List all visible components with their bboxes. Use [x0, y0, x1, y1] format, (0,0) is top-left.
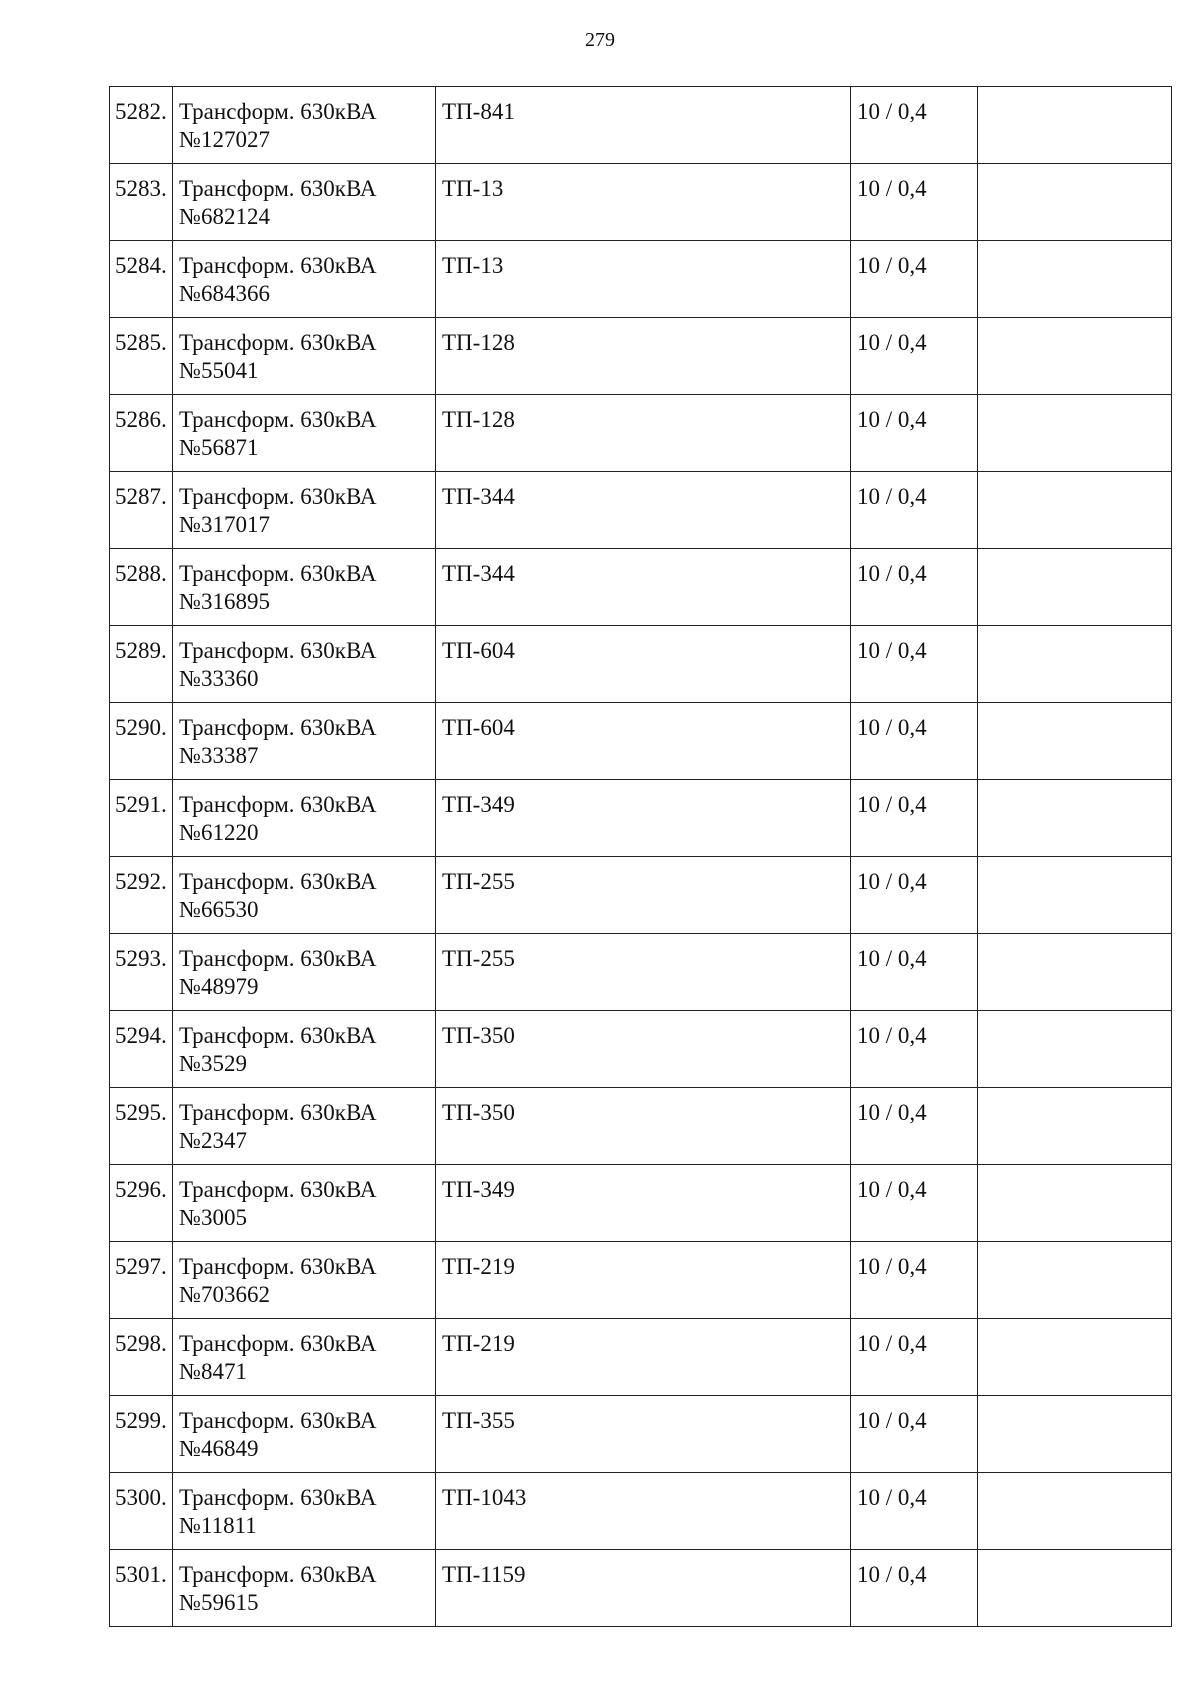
table-row [110, 1088, 1172, 1165]
equipment-name: Трансформ. 630кВА [179, 1331, 377, 1356]
substation-cell: ТП-219 [436, 1319, 851, 1396]
table-row [110, 87, 1172, 164]
serial-number: №703662 [179, 1282, 270, 1307]
substation-cell: ТП-344 [436, 549, 851, 626]
table-row [110, 549, 1172, 626]
equipment-name-cell [173, 472, 436, 549]
equipment-name: Трансформ. 630кВА [179, 1485, 377, 1510]
voltage-cell: 10 / 0,4 [851, 1319, 978, 1396]
serial-number: №33360 [179, 666, 259, 691]
serial-number: №127027 [179, 127, 270, 152]
equipment-name-cell [173, 934, 436, 1011]
equipment-name-cell [173, 703, 436, 780]
equipment-name: Трансформ. 630кВА [179, 1562, 377, 1587]
serial-number: №684366 [179, 281, 270, 306]
substation-cell: ТП-604 [436, 703, 851, 780]
empty-cell [978, 626, 1172, 703]
substation-cell: ТП-1043 [436, 1473, 851, 1550]
equipment-name: Трансформ. 630кВА [179, 1408, 377, 1433]
equipment-name: Трансформ. 630кВА [179, 484, 377, 509]
equipment-name-cell [173, 626, 436, 703]
table-row [110, 318, 1172, 395]
row-number-cell: 5290. [110, 703, 173, 780]
serial-number: №682124 [179, 204, 270, 229]
row-number-cell: 5285. [110, 318, 173, 395]
empty-cell [978, 164, 1172, 241]
table-body [110, 87, 1172, 1627]
equipment-name-cell [173, 395, 436, 472]
equipment-name-cell [173, 857, 436, 934]
row-number-cell: 5299. [110, 1396, 173, 1473]
row-number-cell: 5297. [110, 1242, 173, 1319]
equipment-name: Трансформ. 630кВА [179, 176, 377, 201]
equipment-name: Трансформ. 630кВА [179, 253, 377, 278]
serial-number: №55041 [179, 358, 259, 383]
empty-cell [978, 1242, 1172, 1319]
equipment-table [109, 86, 1172, 1627]
equipment-name-cell [173, 1319, 436, 1396]
row-number-cell: 5291. [110, 780, 173, 857]
substation-cell: ТП-255 [436, 857, 851, 934]
serial-number: №8471 [179, 1359, 247, 1384]
serial-number: №11811 [179, 1513, 257, 1538]
empty-cell [978, 1550, 1172, 1627]
row-number-cell: 5288. [110, 549, 173, 626]
equipment-name: Трансформ. 630кВА [179, 869, 377, 894]
serial-number: №3005 [179, 1205, 247, 1230]
empty-cell [978, 87, 1172, 164]
voltage-cell: 10 / 0,4 [851, 1473, 978, 1550]
empty-cell [978, 1396, 1172, 1473]
empty-cell [978, 1473, 1172, 1550]
equipment-name-cell [173, 241, 436, 318]
table-row [110, 1550, 1172, 1627]
voltage-cell: 10 / 0,4 [851, 1088, 978, 1165]
empty-cell [978, 780, 1172, 857]
voltage-cell: 10 / 0,4 [851, 549, 978, 626]
row-number-cell: 5293. [110, 934, 173, 1011]
row-number-cell: 5282. [110, 87, 173, 164]
equipment-name: Трансформ. 630кВА [179, 561, 377, 586]
serial-number: №56871 [179, 435, 259, 460]
empty-cell [978, 318, 1172, 395]
substation-cell: ТП-128 [436, 318, 851, 395]
row-number-cell: 5292. [110, 857, 173, 934]
voltage-cell: 10 / 0,4 [851, 703, 978, 780]
equipment-name: Трансформ. 630кВА [179, 792, 377, 817]
voltage-cell: 10 / 0,4 [851, 857, 978, 934]
substation-cell: ТП-349 [436, 1165, 851, 1242]
substation-cell: ТП-349 [436, 780, 851, 857]
voltage-cell: 10 / 0,4 [851, 626, 978, 703]
empty-cell [978, 549, 1172, 626]
table-row [110, 857, 1172, 934]
voltage-cell: 10 / 0,4 [851, 1011, 978, 1088]
empty-cell [978, 857, 1172, 934]
row-number-cell: 5301. [110, 1550, 173, 1627]
row-number-cell: 5296. [110, 1165, 173, 1242]
empty-cell [978, 1088, 1172, 1165]
substation-cell: ТП-350 [436, 1011, 851, 1088]
table-row [110, 1165, 1172, 1242]
equipment-name-cell [173, 318, 436, 395]
row-number-cell: 5295. [110, 1088, 173, 1165]
empty-cell [978, 472, 1172, 549]
substation-cell: ТП-350 [436, 1088, 851, 1165]
serial-number: №316895 [179, 589, 270, 614]
page-number: 279 [585, 29, 615, 51]
voltage-cell: 10 / 0,4 [851, 318, 978, 395]
equipment-name: Трансформ. 630кВА [179, 638, 377, 663]
table-row [110, 934, 1172, 1011]
table-row [110, 395, 1172, 472]
table-row [110, 241, 1172, 318]
equipment-name: Трансформ. 630кВА [179, 946, 377, 971]
equipment-name: Трансформ. 630кВА [179, 330, 377, 355]
empty-cell [978, 241, 1172, 318]
serial-number: №66530 [179, 897, 259, 922]
serial-number: №33387 [179, 743, 259, 768]
voltage-cell: 10 / 0,4 [851, 1396, 978, 1473]
equipment-name-cell [173, 87, 436, 164]
equipment-name: Трансформ. 630кВА [179, 407, 377, 432]
serial-number: №317017 [179, 512, 270, 537]
row-number-cell: 5283. [110, 164, 173, 241]
voltage-cell: 10 / 0,4 [851, 472, 978, 549]
equipment-name: Трансформ. 630кВА [179, 99, 377, 124]
substation-cell: ТП-128 [436, 395, 851, 472]
table-row [110, 626, 1172, 703]
equipment-name-cell [173, 1011, 436, 1088]
serial-number: №2347 [179, 1128, 247, 1153]
voltage-cell: 10 / 0,4 [851, 164, 978, 241]
equipment-name: Трансформ. 630кВА [179, 1177, 377, 1202]
equipment-name-cell [173, 1550, 436, 1627]
voltage-cell: 10 / 0,4 [851, 395, 978, 472]
table-row [110, 1319, 1172, 1396]
substation-cell: ТП-255 [436, 934, 851, 1011]
equipment-name: Трансформ. 630кВА [179, 1023, 377, 1048]
equipment-name-cell [173, 549, 436, 626]
empty-cell [978, 703, 1172, 780]
voltage-cell: 10 / 0,4 [851, 87, 978, 164]
table-row [110, 164, 1172, 241]
voltage-cell: 10 / 0,4 [851, 780, 978, 857]
equipment-name-cell [173, 1165, 436, 1242]
row-number-cell: 5300. [110, 1473, 173, 1550]
substation-cell: ТП-604 [436, 626, 851, 703]
empty-cell [978, 1011, 1172, 1088]
substation-cell: ТП-344 [436, 472, 851, 549]
substation-cell: ТП-219 [436, 1242, 851, 1319]
equipment-name: Трансформ. 630кВА [179, 1254, 377, 1279]
substation-cell: ТП-841 [436, 87, 851, 164]
empty-cell [978, 395, 1172, 472]
row-number-cell: 5284. [110, 241, 173, 318]
row-number-cell: 5286. [110, 395, 173, 472]
serial-number: №59615 [179, 1590, 259, 1615]
voltage-cell: 10 / 0,4 [851, 1550, 978, 1627]
equipment-name: Трансформ. 630кВА [179, 1100, 377, 1125]
table-row [110, 703, 1172, 780]
equipment-name-cell [173, 1473, 436, 1550]
equipment-name-cell [173, 164, 436, 241]
equipment-name-cell [173, 1088, 436, 1165]
substation-cell: ТП-13 [436, 241, 851, 318]
row-number-cell: 5287. [110, 472, 173, 549]
serial-number: №46849 [179, 1436, 259, 1461]
table-row [110, 1242, 1172, 1319]
equipment-name-cell [173, 1242, 436, 1319]
equipment-name-cell [173, 1396, 436, 1473]
substation-cell: ТП-355 [436, 1396, 851, 1473]
table-row [110, 1396, 1172, 1473]
voltage-cell: 10 / 0,4 [851, 1242, 978, 1319]
row-number-cell: 5298. [110, 1319, 173, 1396]
row-number-cell: 5294. [110, 1011, 173, 1088]
table-row [110, 1473, 1172, 1550]
serial-number: №61220 [179, 820, 259, 845]
table-row [110, 472, 1172, 549]
voltage-cell: 10 / 0,4 [851, 241, 978, 318]
voltage-cell: 10 / 0,4 [851, 1165, 978, 1242]
empty-cell [978, 1165, 1172, 1242]
equipment-name: Трансформ. 630кВА [179, 715, 377, 740]
equipment-name-cell [173, 780, 436, 857]
empty-cell [978, 1319, 1172, 1396]
empty-cell [978, 934, 1172, 1011]
serial-number: №48979 [179, 974, 259, 999]
substation-cell: ТП-1159 [436, 1550, 851, 1627]
table-row [110, 1011, 1172, 1088]
serial-number: №3529 [179, 1051, 247, 1076]
row-number-cell: 5289. [110, 626, 173, 703]
voltage-cell: 10 / 0,4 [851, 934, 978, 1011]
substation-cell: ТП-13 [436, 164, 851, 241]
table-row [110, 780, 1172, 857]
